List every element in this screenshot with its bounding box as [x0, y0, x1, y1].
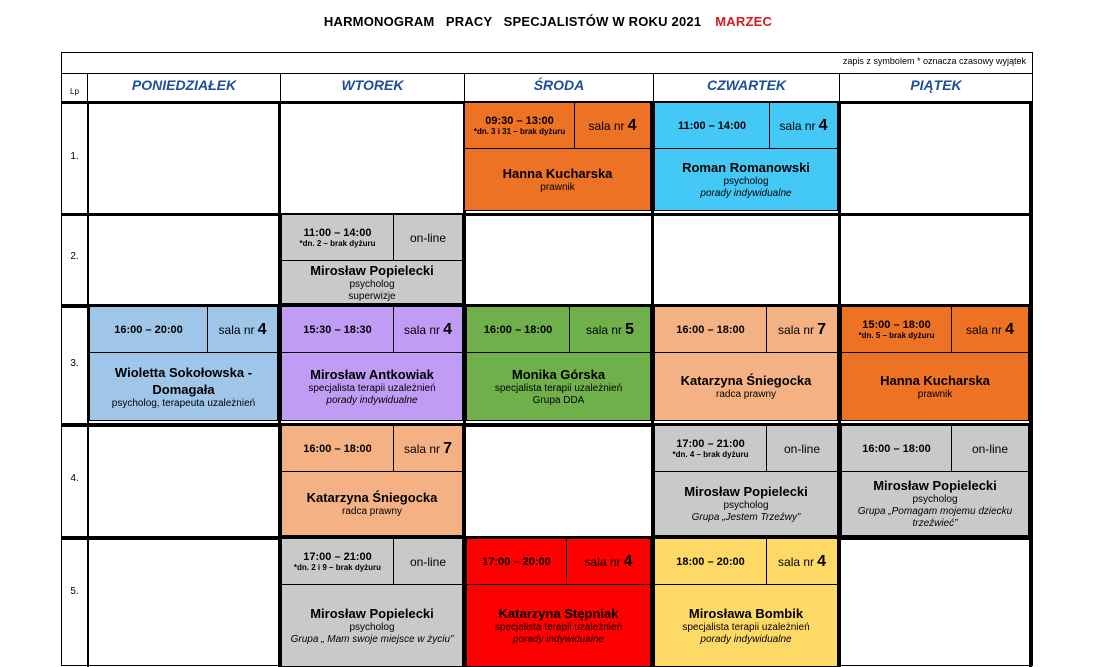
specialist-name: Mirosława Bombik — [688, 606, 804, 621]
appointment-cell — [654, 102, 838, 211]
row-number: 2. — [70, 251, 79, 262]
room-label: sala nr — [779, 118, 816, 133]
room-number: 4 — [817, 552, 826, 570]
room-label: sala nr — [218, 322, 255, 337]
room-slot — [767, 307, 837, 353]
time-slot — [655, 103, 770, 149]
specialist-name: Roman Romanowski — [682, 160, 810, 175]
specialist-info — [655, 585, 837, 666]
room-slot — [952, 307, 1028, 353]
appointment-cell — [654, 538, 838, 667]
column-divider — [1029, 101, 1032, 667]
room-number: 4 — [818, 116, 828, 134]
specialist-info — [842, 353, 1028, 420]
time-slot — [467, 539, 567, 585]
time-exception: *dn. 4 – brak dyżuru — [672, 449, 749, 459]
time-range: 11:00 – 14:00 — [678, 119, 746, 132]
room-label: on-line — [409, 230, 447, 245]
specialist-info — [655, 472, 837, 535]
specialist-name: Wioletta Sokołowska - Domagała — [114, 364, 253, 397]
room-number: 4 — [443, 320, 452, 338]
header-monday: PONIEDZIAŁEK — [87, 73, 280, 101]
specialist-role: psycholog — [912, 494, 958, 505]
appointment-cell — [841, 425, 1029, 536]
specialist-info — [282, 472, 462, 535]
room-label: on-line — [783, 441, 821, 456]
room-slot — [952, 426, 1028, 472]
row-number: 1. — [70, 151, 79, 162]
time-exception: *dn. 3 i 31 – brak dyżuru — [473, 126, 566, 136]
session-info: porady indywidualne — [700, 634, 792, 645]
session-info: Grupa „Pomagam mojemu dziecku trzeźwieć” — [857, 506, 1013, 529]
appointment-cell — [281, 214, 463, 304]
room-label: sala nr — [404, 322, 441, 337]
time-slot — [282, 539, 394, 585]
specialist-name: Katarzyna Śniegocka — [680, 373, 812, 388]
time-slot — [465, 103, 575, 149]
room-number: 4 — [623, 552, 633, 570]
room-slot — [570, 307, 650, 353]
specialist-name: Monika Górska — [511, 367, 606, 382]
session-info: Grupa „Jestem Trzeźwy” — [691, 512, 801, 523]
specialist-role: specjalista terapii uzależnień — [494, 622, 623, 633]
time-exception: *dn. 5 – brak dyżuru — [858, 330, 935, 340]
specialist-name: Mirosław Popielecki — [873, 478, 997, 493]
room-label: on-line — [409, 554, 447, 569]
specialist-info — [842, 472, 1028, 535]
exception-note: zapis z symbolem * oznacza czasowy wyjątek — [842, 56, 1026, 66]
time-slot — [655, 307, 767, 353]
appointment-cell — [654, 425, 838, 536]
specialist-role: psycholog — [349, 622, 395, 633]
appointment-cell — [281, 306, 463, 421]
specialist-info — [282, 261, 462, 303]
specialist-name: Hanna Kucharska — [880, 373, 990, 388]
specialist-name: Katarzyna Stępniak — [498, 606, 619, 621]
specialist-role: psycholog — [723, 500, 769, 511]
time-slot — [282, 307, 394, 353]
specialist-info — [655, 353, 837, 420]
room-label: sala nr — [584, 554, 621, 569]
room-number: 4 — [627, 116, 637, 134]
appointment-cell — [466, 306, 651, 421]
time-range: 09:30 – 13:00 — [485, 114, 554, 127]
room-label: sala nr — [404, 441, 441, 456]
appointment-cell — [654, 306, 838, 421]
header-friday: PIĄTEK — [839, 73, 1032, 101]
title-main: HARMONOGRAM PRACY SPECJALISTÓW W ROKU 2021 — [323, 14, 702, 29]
specialist-role: psycholog — [723, 176, 769, 187]
time-range: 16:00 – 18:00 — [862, 442, 931, 455]
specialist-info — [465, 149, 650, 210]
time-range: 16:00 – 18:00 — [303, 442, 372, 455]
session-info: superwizje — [348, 290, 396, 302]
specialist-name: Mirosław Popielecki — [310, 606, 434, 621]
specialist-role: psycholog, terapeuta uzależnień — [111, 397, 256, 409]
header-lp: Lp — [62, 73, 87, 101]
room-label: sala nr — [588, 118, 625, 133]
specialist-info — [282, 353, 462, 420]
room-number: 5 — [625, 320, 634, 338]
time-range: 16:00 – 18:00 — [676, 323, 745, 336]
time-range: 17:00 – 20:00 — [482, 555, 551, 568]
room-slot — [208, 307, 277, 353]
room-label: sala nr — [778, 554, 815, 569]
time-range: 17:00 – 21:00 — [303, 550, 372, 563]
room-slot — [394, 539, 462, 585]
session-info: Grupa DDA — [532, 395, 585, 406]
specialist-role: psycholog — [349, 278, 395, 290]
schedule-table — [61, 52, 1033, 666]
time-slot — [282, 426, 394, 472]
room-slot — [394, 215, 462, 261]
room-label: sala nr — [778, 322, 815, 337]
appointment-cell — [464, 102, 651, 211]
time-range: 11:00 – 14:00 — [303, 226, 372, 239]
session-info: Grupa „ Mam swoje miejsce w życiu” — [290, 634, 454, 645]
row-number: 4. — [70, 473, 79, 484]
time-range: 16:00 – 20:00 — [114, 323, 183, 336]
specialist-name: Mirosław Popielecki — [310, 262, 434, 278]
specialist-info — [282, 585, 462, 666]
room-slot — [567, 539, 650, 585]
time-range: 15:00 – 18:00 — [862, 318, 931, 331]
specialist-info — [655, 149, 837, 210]
specialist-name: Mirosław Antkowiak — [310, 367, 434, 382]
room-number: 4 — [1005, 320, 1014, 338]
row-number: 3. — [70, 358, 79, 369]
appointment-cell — [89, 306, 278, 421]
appointment-cell — [841, 306, 1029, 421]
time-slot — [90, 307, 208, 353]
appointment-cell — [281, 538, 463, 667]
time-range: 17:00 – 21:00 — [676, 437, 745, 450]
time-slot — [842, 307, 952, 353]
specialist-role: prawnik — [540, 182, 575, 193]
time-slot — [467, 307, 570, 353]
time-slot — [842, 426, 952, 472]
room-label: sala nr — [966, 322, 1003, 337]
specialist-role: specjalista terapii uzależnień — [682, 622, 810, 633]
title-month: MARZEC — [715, 14, 773, 29]
specialist-role: radca prawny — [341, 506, 403, 517]
header-tuesday: WTOREK — [280, 73, 464, 101]
specialist-role: radca prawny — [715, 389, 777, 400]
specialist-role: specjalista terapii uzależnień — [494, 383, 623, 394]
specialist-info — [467, 585, 650, 666]
page-title — [0, 14, 1096, 29]
room-slot — [394, 426, 462, 472]
specialist-name: Katarzyna Śniegocka — [306, 490, 438, 505]
room-slot — [767, 426, 837, 472]
appointment-cell — [466, 538, 651, 667]
row-number: 5. — [70, 586, 79, 597]
time-exception: *dn. 2 – brak dyżuru — [299, 238, 376, 248]
time-range: 15:30 – 18:30 — [303, 323, 372, 336]
header-thursday: CZWARTEK — [653, 73, 839, 101]
specialist-role: prawnik — [917, 389, 953, 400]
specialist-name: Hanna Kucharska — [502, 166, 613, 181]
session-info: porady indywidualne — [700, 188, 792, 199]
time-range: 18:00 – 20:00 — [676, 555, 745, 568]
row-divider — [62, 213, 1032, 216]
header-wednesday: ŚRODA — [464, 73, 653, 101]
room-number: 7 — [443, 439, 452, 457]
room-slot — [770, 103, 837, 149]
session-info: porady indywidualne — [512, 634, 605, 645]
time-slot — [282, 215, 394, 261]
room-number: 4 — [257, 320, 267, 338]
session-info: porady indywidualne — [326, 395, 418, 406]
room-slot — [575, 103, 650, 149]
specialist-name: Mirosław Popielecki — [684, 484, 808, 499]
room-slot — [394, 307, 462, 353]
specialist-role: specjalista terapii uzależnień — [308, 383, 436, 394]
time-slot — [655, 539, 767, 585]
room-label: on-line — [971, 441, 1009, 456]
room-label: sala nr — [586, 322, 623, 337]
room-slot — [767, 539, 837, 585]
appointment-cell — [281, 425, 463, 536]
room-number: 7 — [817, 320, 826, 338]
time-slot — [655, 426, 767, 472]
specialist-info — [467, 353, 650, 420]
time-range: 16:00 – 18:00 — [483, 323, 553, 336]
time-exception: *dn. 2 i 9 – brak dyżuru — [293, 562, 382, 572]
specialist-info — [90, 353, 277, 420]
